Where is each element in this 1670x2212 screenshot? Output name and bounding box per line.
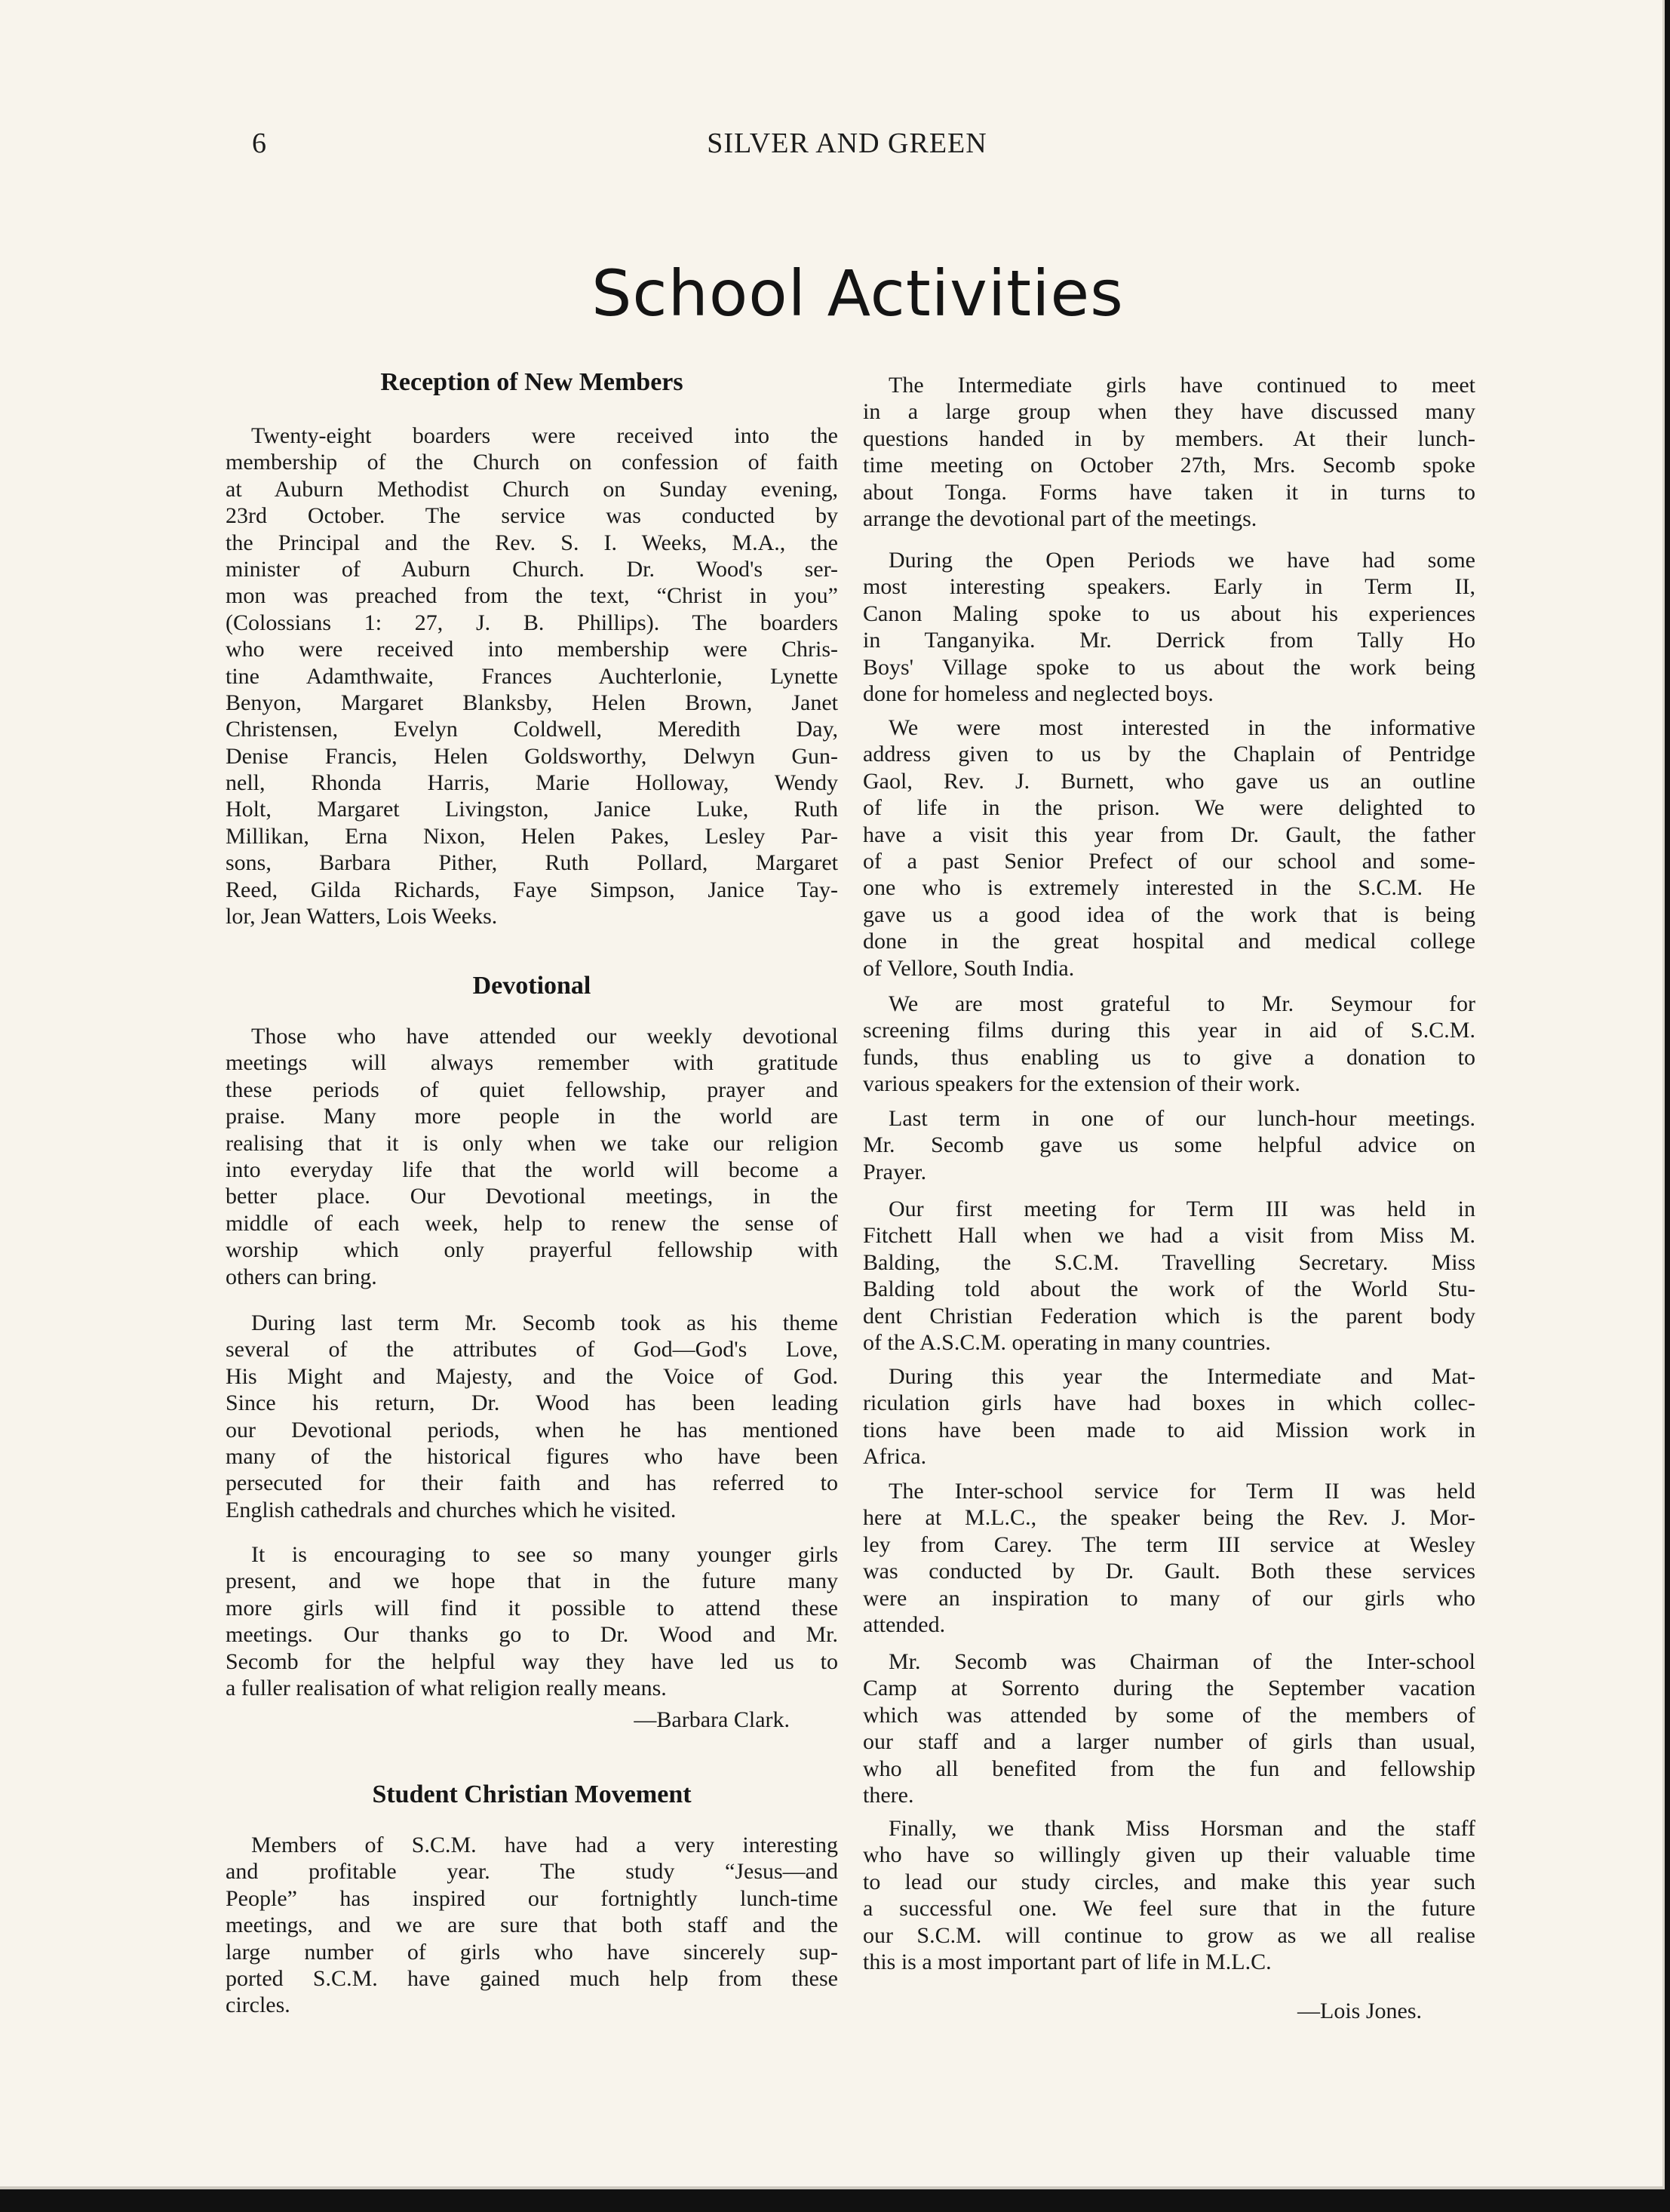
text-line: there. — [863, 1782, 914, 1808]
paragraph-right-6 — [863, 1196, 1475, 1356]
text-line: 23rd October. The service was conducted by — [226, 503, 838, 529]
text-line: large number of girls who have sincerely sup- — [226, 1939, 838, 1965]
text-line: meetings. Our thanks go to Dr. Wood and Mr. — [226, 1622, 838, 1648]
heading-scm: Student Christian Movement — [372, 1780, 692, 1808]
text-line: (Colossians 1: 27, J. B. Phillips). The boarders — [226, 610, 838, 635]
text-line: mon was preached from the text, “Christ in you” — [226, 583, 838, 609]
paragraph-right-4 — [863, 991, 1475, 1098]
text-line: Holt, Margaret Livingston, Janice Luke, Ruth — [226, 797, 838, 822]
text-line: Benyon, Margaret Blanksby, Helen Brown, Janet — [226, 690, 838, 715]
running-title: SILVER AND GREEN — [707, 127, 987, 159]
paragraph-right-9 — [863, 1648, 1475, 1808]
text-line: done for homeless and neglected boys. — [863, 680, 1214, 706]
text-line: address given to us by the Chaplain of Pentridge — [863, 742, 1475, 767]
text-line: Mr. Secomb was Chairman of the Inter-school — [889, 1649, 1475, 1674]
text-line: ley from Carey. The term III service at Wesley — [863, 1532, 1475, 1557]
text-line: a successful one. We feel sure that in the future — [863, 1896, 1475, 1922]
paragraph-right-10 — [863, 1815, 1475, 1975]
heading-devotional: Devotional — [472, 972, 591, 1000]
text-line: Fitchett Hall when we had a visit from Miss M. — [863, 1223, 1475, 1249]
text-line: dent Christian Federation which is the parent body — [863, 1303, 1475, 1329]
text-line: was conducted by Dr. Gault. Both these services — [863, 1559, 1475, 1584]
page-title: School Activities — [591, 257, 1124, 330]
paragraph-right-7 — [863, 1363, 1475, 1470]
text-line: tions have been made to aid Mission work in — [863, 1417, 1475, 1442]
text-line: attended. — [863, 1611, 946, 1637]
text-line: Since his return, Dr. Wood has been leading — [226, 1390, 838, 1416]
text-line: time meeting on October 27th, Mrs. Secomb spoke — [863, 453, 1475, 478]
text-line: nell, Rhonda Harris, Marie Holloway, Wendy — [226, 770, 838, 796]
text-line: We are most grateful to Mr. Seymour for — [889, 991, 1475, 1016]
paragraph-devotional-1 — [226, 1023, 838, 1290]
text-line: of a past Senior Prefect of our school and some- — [863, 848, 1475, 874]
signature-barbara-clark: —Barbara Clark. — [634, 1707, 790, 1732]
text-line: present, and we hope that in the future many — [226, 1568, 838, 1594]
text-line: riculation girls have had boxes in which collec- — [863, 1390, 1475, 1416]
text-line: Africa. — [863, 1444, 927, 1470]
text-line: His Might and Majesty, and the Voice of God. — [226, 1363, 838, 1389]
text-line: Secomb for the helpful way they have led us to — [226, 1648, 838, 1674]
text-line: Our first meeting for Term III was held in — [889, 1197, 1475, 1221]
text-line: several of the attributes of God—God's Love, — [226, 1337, 838, 1363]
text-line: better place. Our Devotional meetings, in the — [226, 1184, 838, 1209]
text-line: persecuted for their faith and has referred to — [226, 1470, 838, 1496]
text-line: Mr. Secomb gave us some helpful advice on — [863, 1132, 1475, 1158]
text-line: It is encouraging to see so many younger girls — [251, 1542, 838, 1567]
text-line: ported S.C.M. have gained much help from these — [226, 1965, 838, 1991]
text-line: worship which only prayerful fellowship with — [226, 1237, 838, 1263]
paragraph-devotional-3 — [226, 1541, 838, 1701]
text-line: various speakers for the extension of their work. — [863, 1071, 1300, 1097]
text-line: middle of each week, help to renew the sense of — [226, 1210, 838, 1236]
text-line: and profitable year. The study “Jesus—and — [226, 1859, 838, 1885]
text-line: During this year the Intermediate and Mat- — [889, 1364, 1475, 1389]
text-line: minister of Auburn Church. Dr. Wood's ser- — [226, 556, 838, 582]
text-line: Camp at Sorrento during the September vacation — [863, 1676, 1475, 1701]
text-line: praise. Many more people in the world are — [226, 1104, 838, 1129]
text-line: were an inspiration to many of our girls who — [863, 1585, 1475, 1611]
text-line: most interesting speakers. Early in Term II, — [863, 574, 1475, 600]
text-line: Christensen, Evelyn Coldwell, Meredith Day, — [226, 717, 838, 742]
text-line: Last term in one of our lunch-hour meetings. — [889, 1106, 1475, 1131]
text-line: in Tanganyika. Mr. Derrick from Tally Ho — [863, 628, 1475, 653]
text-line: During the Open Periods we have had some — [889, 548, 1475, 573]
text-line: realising that it is only when we take our religion — [226, 1130, 838, 1156]
text-line: done in the great hospital and medical college — [863, 929, 1475, 954]
paragraph-right-3 — [863, 714, 1475, 982]
text-line: about Tonga. Forms have taken it in turns to — [863, 479, 1475, 505]
text-line: People” has inspired our fortnightly lunch-time — [226, 1885, 838, 1911]
text-line: Boys' Village spoke to us about the work being — [863, 654, 1475, 680]
text-line: who have so willingly given up their valuable time — [863, 1842, 1475, 1868]
signature-lois-jones: —Lois Jones. — [1297, 1998, 1422, 2023]
text-line: a fuller realisation of what religion really means. — [226, 1675, 667, 1700]
text-line: one who is extremely interested in the S.C.M. He — [863, 875, 1475, 901]
paragraph-reception — [226, 422, 838, 929]
text-line: Balding, the S.C.M. Travelling Secretary. Miss — [863, 1249, 1475, 1275]
text-line: gave us a good idea of the work that is being — [863, 902, 1475, 927]
text-line: sons, Barbara Pither, Ruth Pollard, Margaret — [226, 850, 838, 876]
text-line: funds, thus enabling us to give a donation to — [863, 1044, 1475, 1070]
text-line: Reed, Gilda Richards, Faye Simpson, Janice Tay- — [226, 877, 838, 902]
text-line: here at M.L.C., the speaker being the Rev. J. Mor- — [863, 1505, 1475, 1531]
text-line: Millikan, Erna Nixon, Helen Pakes, Lesley Par- — [226, 823, 838, 849]
text-line: our S.C.M. will continue to grow as we all realise — [863, 1922, 1475, 1948]
text-line: our staff and a larger number of girls than usual, — [863, 1729, 1475, 1755]
text-line: Canon Maling spoke to us about his experiences — [863, 601, 1475, 626]
paragraph-right-8 — [863, 1478, 1475, 1638]
text-line: arrange the devotional part of the meetings. — [863, 505, 1257, 531]
text-line: membership of the Church on confession of faith — [226, 450, 838, 475]
text-line: Balding told about the work of the World Stu- — [863, 1277, 1475, 1302]
paragraph-devotional-2 — [226, 1310, 838, 1523]
text-line: have a visit this year from Dr. Gault, the father — [863, 822, 1475, 847]
text-line: meetings will always remember with gratitude — [226, 1050, 838, 1076]
paragraph-right-5 — [863, 1105, 1475, 1185]
text-line: Twenty-eight boarders were received into the — [251, 423, 838, 448]
text-line: During last term Mr. Secomb took as his theme — [251, 1310, 838, 1335]
text-line: of life in the prison. We were delighted to — [863, 795, 1475, 821]
text-line: into everyday life that the world will become a — [226, 1157, 838, 1182]
text-line: many of the historical figures who have been — [226, 1443, 838, 1469]
text-line: Gaol, Rev. J. Burnett, who gave us an outline — [863, 768, 1475, 794]
text-line: We were most interested in the informative — [889, 715, 1475, 740]
text-line: Prayer. — [863, 1159, 927, 1184]
text-line: in a large group when they have discussed many — [863, 399, 1475, 425]
text-line: at Auburn Methodist Church on Sunday evening, — [226, 476, 838, 502]
text-line: to lead our study circles, and make this year such — [863, 1869, 1475, 1894]
text-line: questions handed in by members. At their lunch- — [863, 426, 1475, 451]
text-line: this is a most important part of life in M.L.C. — [863, 1949, 1272, 1974]
text-line: Members of S.C.M. have had a very interesting — [251, 1833, 838, 1857]
text-line: these periods of quiet fellowship, prayer and — [226, 1077, 838, 1102]
text-line: Those who have attended our weekly devotional — [251, 1024, 838, 1049]
text-line: the Principal and the Rev. S. I. Weeks, M.A., the — [226, 530, 838, 555]
text-line: The Intermediate girls have continued to meet — [889, 373, 1475, 398]
paragraph-right-1 — [863, 372, 1475, 532]
text-line: English cathedrals and churches which he visited. — [226, 1497, 677, 1522]
paragraph-right-2 — [863, 547, 1475, 707]
text-line: Denise Francis, Helen Goldsworthy, Delwyn Gun- — [226, 743, 838, 769]
text-line: our Devotional periods, when he has mentioned — [226, 1417, 838, 1442]
heading-reception: Reception of New Members — [380, 368, 683, 396]
text-line: tine Adamthwaite, Frances Auchterlonie, Lynette — [226, 663, 838, 689]
text-line: who all benefited from the fun and fellowship — [863, 1756, 1475, 1781]
text-line: of the A.S.C.M. operating in many countries. — [863, 1329, 1271, 1355]
text-line: screening films during this year in aid of S.C.M. — [863, 1018, 1475, 1043]
text-line: more girls will find it possible to attend these — [226, 1595, 838, 1621]
text-line: circles. — [226, 1992, 290, 2018]
text-line: lor, Jean Watters, Lois Weeks. — [226, 904, 498, 929]
text-line: Finally, we thank Miss Horsman and the staff — [889, 1816, 1475, 1841]
text-line: meetings, and we are sure that both staff and the — [226, 1912, 838, 1938]
text-line: The Inter-school service for Term II was held — [889, 1479, 1475, 1504]
page-number: 6 — [252, 127, 266, 159]
paragraph-scm — [226, 1832, 838, 2019]
text-line: which was attended by some of the members of — [863, 1702, 1475, 1728]
text-line: who were received into membership were Chris- — [226, 637, 838, 662]
text-line: of Vellore, South India. — [863, 955, 1075, 981]
text-line: others can bring. — [226, 1264, 377, 1289]
